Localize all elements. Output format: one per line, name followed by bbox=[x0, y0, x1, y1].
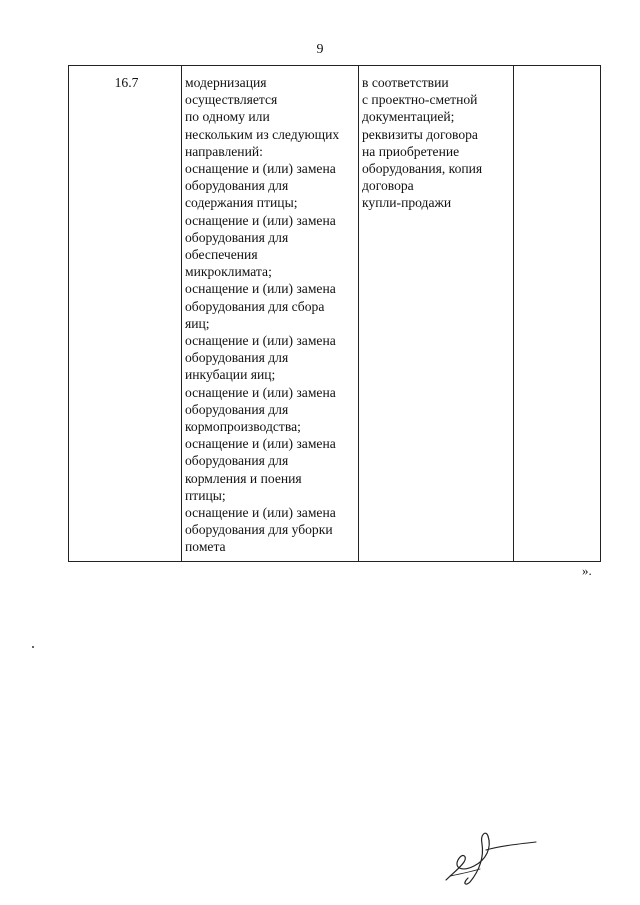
description-line: оборудования для bbox=[185, 178, 289, 194]
description-line: содержания птицы; bbox=[185, 195, 298, 211]
signature-mark bbox=[440, 822, 540, 886]
documents-line: с проектно-сметной bbox=[362, 92, 478, 108]
description-line: оснащение и (или) замена bbox=[185, 281, 336, 297]
documents-cell bbox=[359, 66, 514, 562]
description-line: по одному или bbox=[185, 109, 270, 125]
description-line: инкубации яиц; bbox=[185, 367, 276, 383]
description-line: оснащение и (или) замена bbox=[185, 384, 336, 400]
documents-line: купли-продажи bbox=[362, 195, 452, 211]
requirements-table bbox=[68, 65, 601, 562]
description-line: яиц; bbox=[185, 315, 210, 331]
description-line: оснащение и (или) замена bbox=[185, 333, 336, 349]
description-line: оснащение и (или) замена bbox=[185, 436, 336, 452]
description-line: птицы; bbox=[185, 487, 226, 503]
description-line: кормопроизводства; bbox=[185, 419, 301, 435]
page-number: 9 bbox=[316, 42, 324, 57]
documents-line: договора bbox=[362, 178, 414, 194]
description-line: помета bbox=[185, 539, 226, 555]
description-line: оборудования для bbox=[185, 350, 289, 366]
documents-line: на приобретение bbox=[362, 143, 460, 159]
description-line: микроклимата; bbox=[185, 264, 272, 280]
description-line: оснащение и (или) замена bbox=[185, 161, 336, 177]
description-line: оборудования для bbox=[185, 229, 289, 245]
closing-quote-mark: ». bbox=[582, 563, 592, 578]
documents-line: оборудования, копия bbox=[362, 161, 483, 177]
description-line: кормления и поения bbox=[185, 470, 302, 486]
description-line: обеспечения bbox=[185, 247, 258, 263]
description-line: направлений: bbox=[185, 143, 263, 159]
empty-cell bbox=[514, 66, 601, 562]
description-line: оборудования для bbox=[185, 401, 289, 417]
documents-line: в соответствии bbox=[362, 75, 449, 90]
description-line: оборудования для сбора bbox=[185, 298, 325, 314]
documents-line: документацией; bbox=[362, 109, 455, 125]
description-cell bbox=[182, 66, 359, 562]
table-row bbox=[69, 66, 601, 562]
description-line: нескольким из следующих bbox=[185, 126, 340, 142]
row-number-cell: 16.7 bbox=[69, 66, 182, 562]
stray-dot bbox=[32, 646, 34, 648]
description-line: оснащение и (или) замена bbox=[185, 212, 336, 228]
description-line: оборудования для уборки bbox=[185, 522, 333, 538]
description-line: модернизация bbox=[185, 75, 267, 90]
documents-line: реквизиты договора bbox=[362, 126, 478, 142]
description-line: осуществляется bbox=[185, 92, 278, 108]
description-line: оснащение и (или) замена bbox=[185, 505, 336, 521]
description-line: оборудования для bbox=[185, 453, 289, 469]
